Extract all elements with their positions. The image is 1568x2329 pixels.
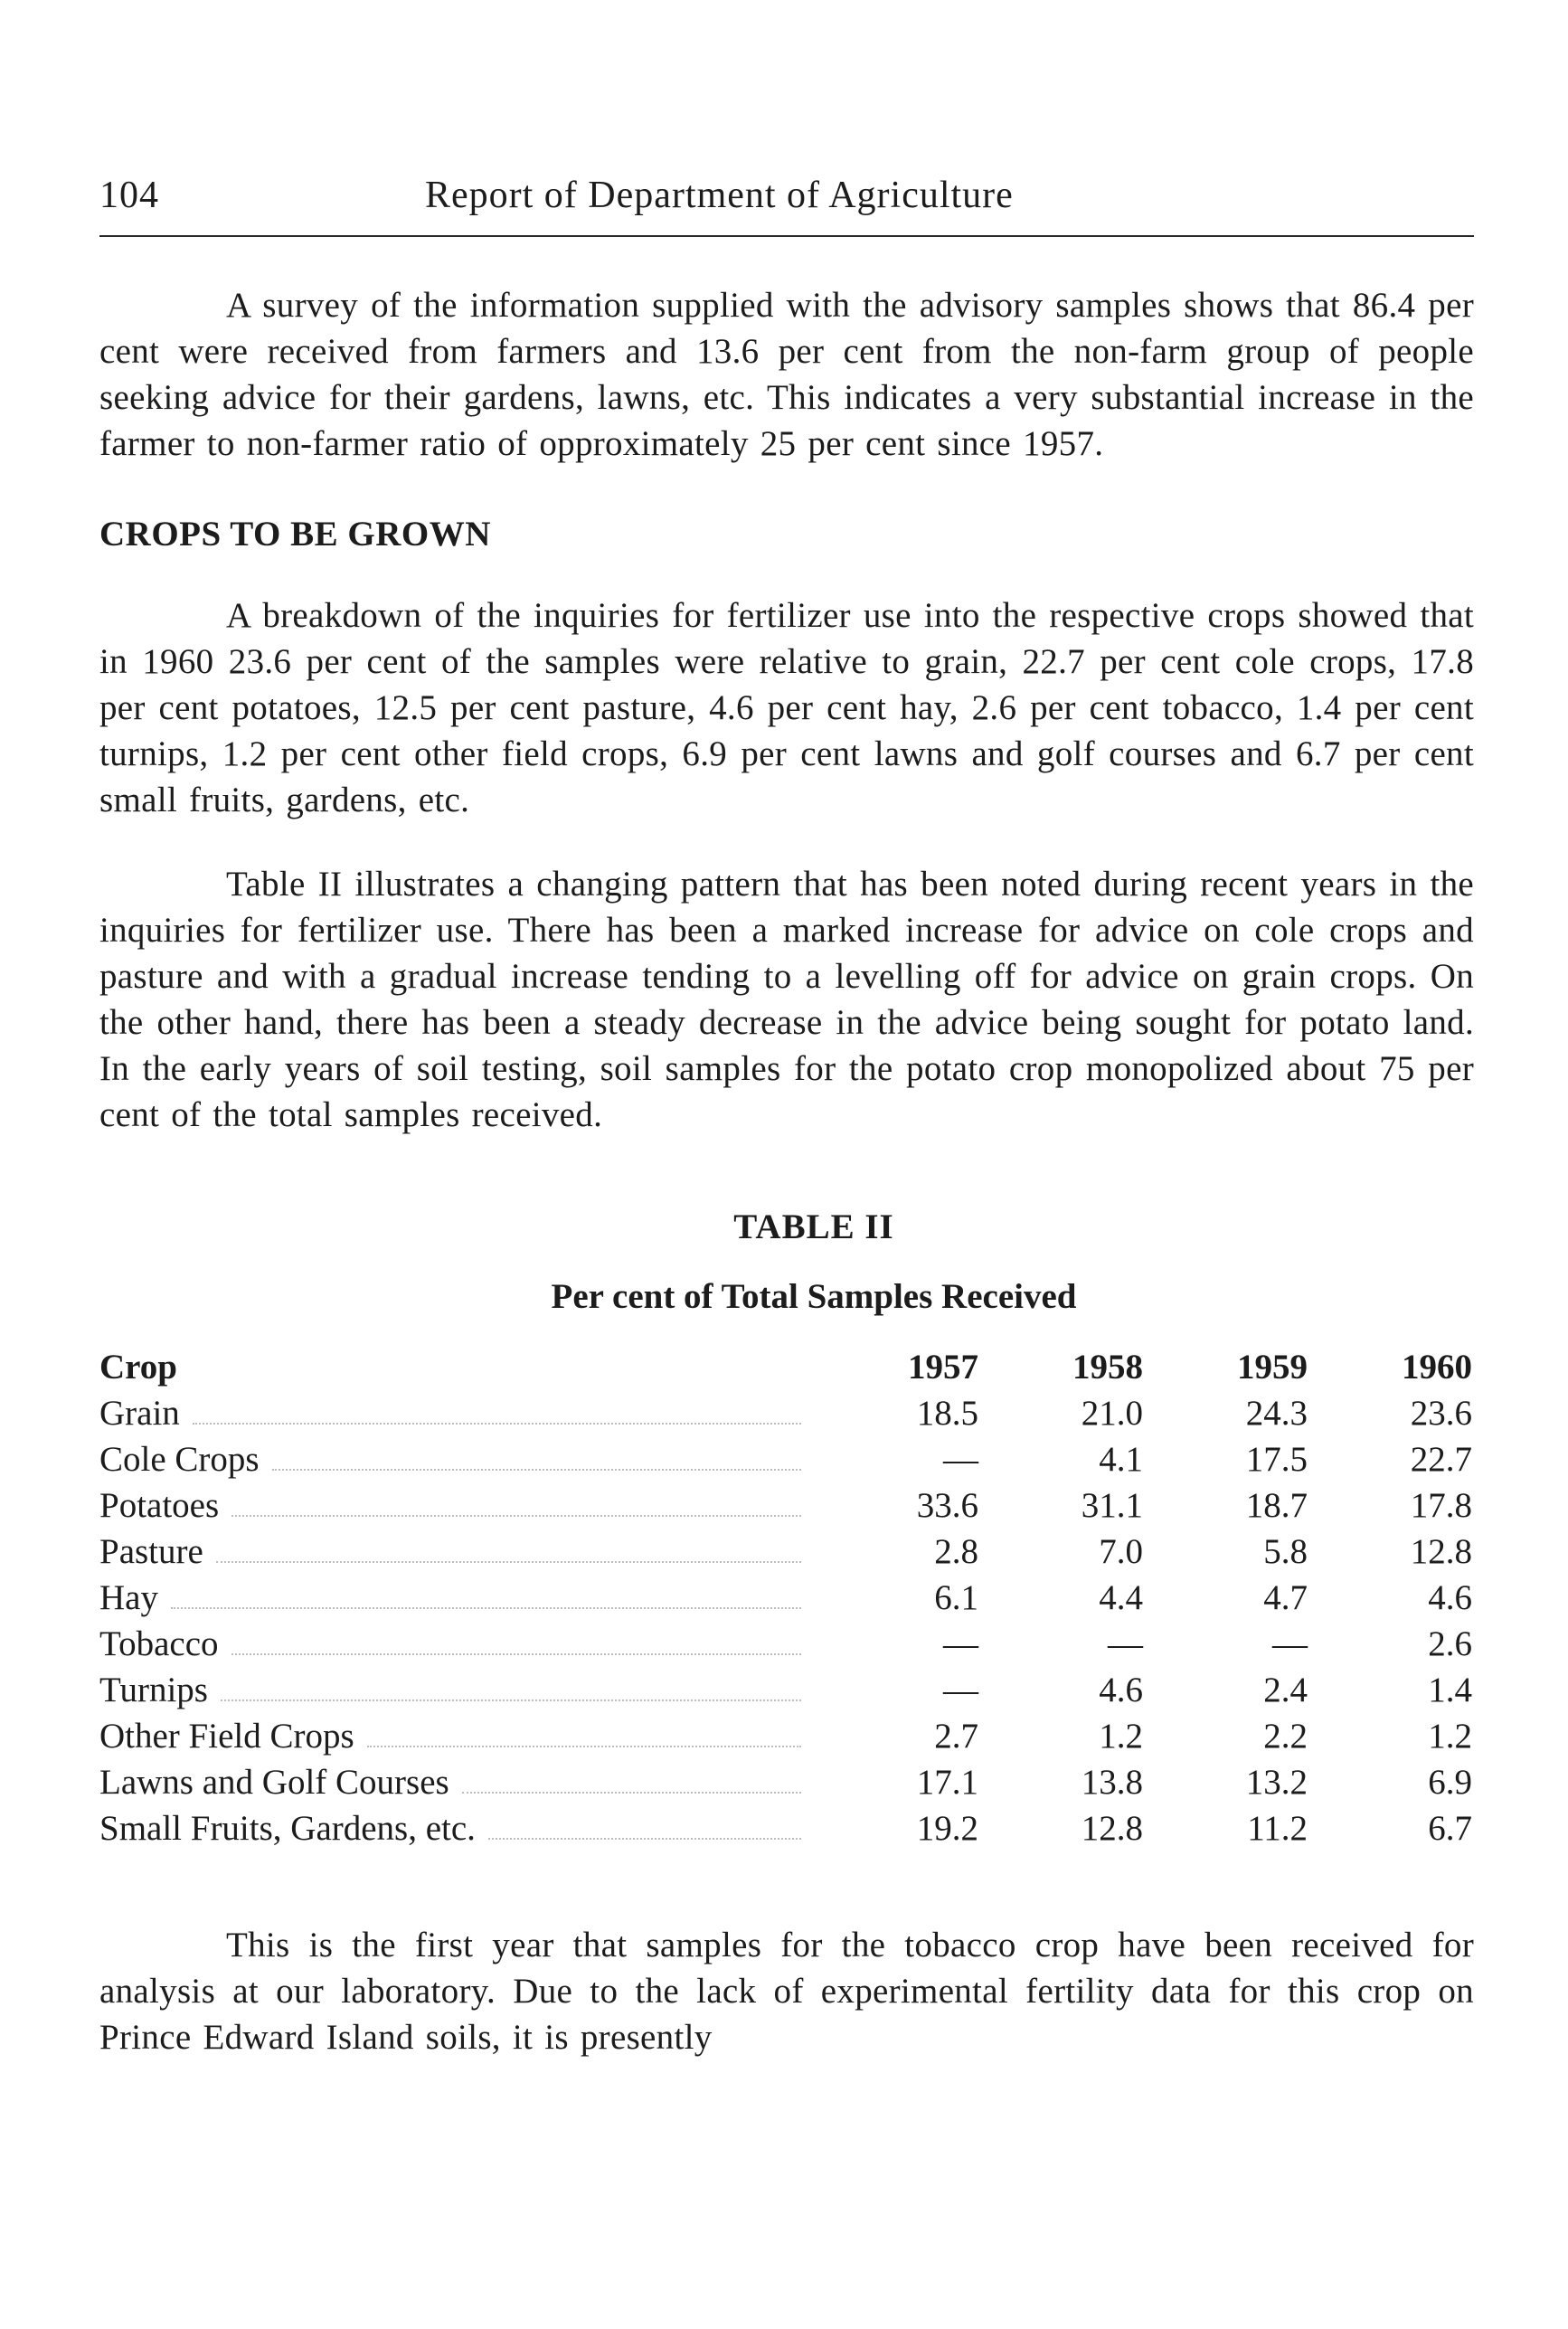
dot-leader <box>193 1423 801 1425</box>
table-row <box>99 1667 1474 1713</box>
table-row <box>99 1713 1474 1759</box>
value-cell-1959: — <box>1272 1624 1308 1663</box>
crop-name-cell: Pasture <box>99 1529 814 1575</box>
page-number: 104 <box>99 175 159 216</box>
column-header-1959: 1959 <box>1237 1348 1308 1387</box>
value-cell-1958: — <box>1108 1624 1143 1663</box>
samples-table <box>99 1344 1474 1851</box>
value-cell-1957: 6.1 <box>934 1578 978 1617</box>
value-cell-1960: 6.7 <box>1428 1809 1472 1848</box>
value-cell-1958: 13.8 <box>1081 1763 1143 1802</box>
crop-name-cell: Grain <box>99 1390 814 1436</box>
value-cell-1958: 7.0 <box>1099 1532 1143 1571</box>
dot-leader <box>367 1746 801 1747</box>
value-cell-1958: 4.4 <box>1099 1578 1143 1617</box>
crop-name-cell: Hay <box>99 1575 814 1621</box>
crop-name-cell: Lawns and Golf Courses <box>99 1759 814 1805</box>
value-cell-1959: 4.7 <box>1263 1578 1308 1617</box>
dot-leader <box>216 1561 801 1563</box>
document-page <box>99 163 1474 2060</box>
value-cell-1958: 4.6 <box>1099 1671 1143 1709</box>
table-subtitle: Per cent of Total Samples Received <box>551 1277 1077 1316</box>
column-header-1957: 1957 <box>908 1348 978 1387</box>
table-header-row <box>99 1344 1474 1390</box>
value-cell-1957: 19.2 <box>916 1809 978 1848</box>
value-cell-1959: 2.4 <box>1263 1671 1308 1709</box>
value-cell-1959: 24.3 <box>1245 1394 1308 1433</box>
dot-leader <box>272 1469 801 1471</box>
value-cell-1957: 18.5 <box>916 1394 978 1433</box>
dot-leader <box>171 1607 801 1609</box>
dot-leader <box>231 1515 801 1517</box>
value-cell-1957: 17.1 <box>916 1763 978 1802</box>
value-cell-1960: 2.6 <box>1428 1624 1472 1663</box>
table-row <box>99 1436 1474 1482</box>
value-cell-1959: 2.2 <box>1263 1717 1308 1756</box>
table-row <box>99 1482 1474 1529</box>
section-heading: CROPS TO BE GROWN <box>99 515 491 554</box>
value-cell-1960: 6.9 <box>1428 1763 1472 1802</box>
dot-leader <box>231 1653 801 1655</box>
value-cell-1958: 4.1 <box>1099 1440 1143 1479</box>
crop-name-cell: Potatoes <box>99 1482 814 1529</box>
crop-name-cell: Tobacco <box>99 1621 814 1667</box>
value-cell-1957: 2.8 <box>934 1532 978 1571</box>
value-cell-1959: 5.8 <box>1263 1532 1308 1571</box>
table-body <box>99 1390 1474 1851</box>
column-header-1958: 1958 <box>1072 1348 1143 1387</box>
crop-name-cell: Turnips <box>99 1667 814 1713</box>
value-cell-1960: 1.2 <box>1428 1717 1472 1756</box>
value-cell-1959: 13.2 <box>1245 1763 1308 1802</box>
value-cell-1957: — <box>943 1624 978 1663</box>
table-row <box>99 1621 1474 1667</box>
value-cell-1957: 2.7 <box>934 1717 978 1756</box>
value-cell-1958: 1.2 <box>1099 1717 1143 1756</box>
crop-name-cell: Cole Crops <box>99 1436 814 1482</box>
value-cell-1959: 17.5 <box>1245 1440 1308 1479</box>
table-row <box>99 1529 1474 1575</box>
value-cell-1960: 22.7 <box>1410 1440 1472 1479</box>
value-cell-1960: 1.4 <box>1428 1671 1472 1709</box>
table-row <box>99 1390 1474 1436</box>
paragraph-breakdown: A breakdown of the inquiries for fertilizer use into the respective crops showed that in 1960 23.6 per cent of the samples were relative to grain, 22.7 per cent cole crops, 17.8 per cent potatoes, 12.5 per cent pasture, 4.6 per cent hay, 2.6 per cent tobacco, 1.4 per cent turnips, 1.2 per cent other field crops, 6.9 per cent lawns and golf courses and 6.7 per cent small fruits, gardens, etc. <box>99 596 1474 819</box>
running-header <box>99 163 1474 237</box>
table-row <box>99 1759 1474 1805</box>
value-cell-1960: 4.6 <box>1428 1578 1472 1617</box>
dot-leader <box>221 1699 801 1701</box>
dot-leader <box>488 1838 801 1840</box>
value-cell-1957: — <box>943 1671 978 1709</box>
table-title: TABLE II <box>733 1207 894 1246</box>
value-cell-1959: 18.7 <box>1245 1486 1308 1525</box>
table-row <box>99 1805 1474 1851</box>
value-cell-1960: 12.8 <box>1410 1532 1472 1571</box>
value-cell-1958: 12.8 <box>1081 1809 1143 1848</box>
crop-name-cell: Small Fruits, Gardens, etc. <box>99 1805 814 1851</box>
column-header-1960: 1960 <box>1402 1348 1472 1387</box>
value-cell-1960: 17.8 <box>1410 1486 1472 1525</box>
table-row <box>99 1575 1474 1621</box>
paragraph-tobacco: This is the first year that samples for the tobacco crop have been received for analysis at our laboratory. Due to the lack of experimental fertility data for this crop on Prince Edward Island soils, it is presently <box>99 1926 1474 2057</box>
value-cell-1957: 33.6 <box>916 1486 978 1525</box>
value-cell-1957: — <box>943 1440 978 1479</box>
value-cell-1959: 11.2 <box>1247 1809 1308 1848</box>
running-title: Report of Department of Agriculture <box>425 175 1014 216</box>
column-header-crop: Crop <box>99 1348 177 1387</box>
dot-leader <box>462 1792 801 1794</box>
value-cell-1958: 21.0 <box>1081 1394 1143 1433</box>
paragraph-table-intro: Table II illustrates a changing pattern that has been noted during recent years in the inquiries for fertilizer use. There has been a marked increase for advice on cole crops and pasture and with a gradual increase tending to a levelling off for advice on grain crops. On the other hand, there has been a steady decrease in the advice being sought for potato land. In the early years of soil testing, soil samples for the potato crop monopolized about 75 per cent of the total samples received. <box>99 865 1474 1134</box>
paragraph-survey: A survey of the information supplied with the advisory samples shows that 86.4 per cent were received from farmers and 13.6 per cent from the non-farm group of people seeking advice for their gardens, lawns, etc. This indicates a very substantial increase in the farmer to non-farmer ratio of opproximately 25 per cent since 1957. <box>99 286 1474 463</box>
crop-name-cell: Other Field Crops <box>99 1713 814 1759</box>
value-cell-1960: 23.6 <box>1410 1394 1472 1433</box>
value-cell-1958: 31.1 <box>1081 1486 1143 1525</box>
